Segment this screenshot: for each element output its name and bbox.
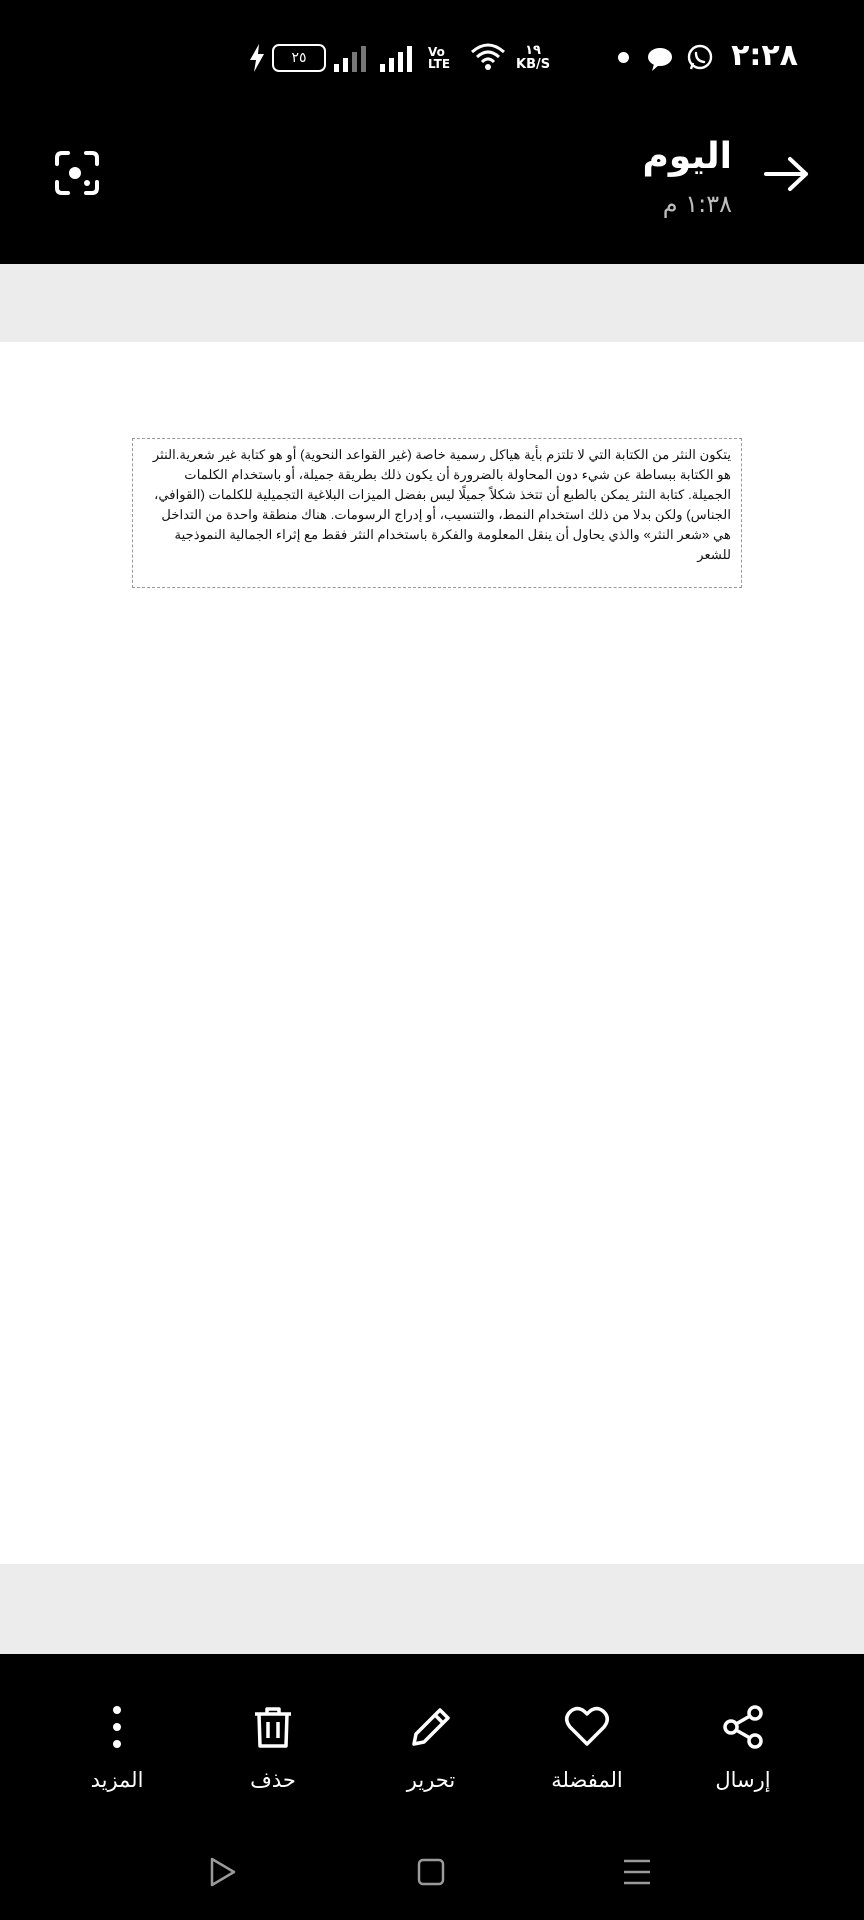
navigation-bar — [0, 1826, 864, 1920]
image-viewer[interactable] — [0, 342, 864, 1564]
net-speed-value: ١٩ — [525, 43, 541, 58]
signal-icon — [334, 46, 370, 72]
viewer-margin-top — [0, 264, 864, 342]
favorite-button[interactable] — [522, 1704, 652, 1804]
delete-button[interactable] — [208, 1704, 338, 1804]
share-label: إرسال — [715, 1768, 771, 1792]
viewer-header — [0, 110, 864, 264]
arrow-right-icon[interactable] — [764, 154, 810, 194]
charging-icon — [246, 44, 268, 72]
volte-bottom: LTE — [428, 57, 451, 71]
net-speed-unit: KB/S — [516, 57, 551, 72]
trash-icon — [250, 1704, 296, 1750]
heart-icon — [564, 1704, 610, 1750]
bottom-toolbar — [0, 1654, 864, 1826]
status-time: ٢:٢٨ — [731, 38, 798, 73]
share-icon — [720, 1704, 766, 1750]
dot-icon — [618, 52, 629, 63]
edit-button[interactable] — [366, 1704, 496, 1804]
favorite-label: المفضلة — [551, 1768, 623, 1792]
home-icon[interactable] — [416, 1856, 446, 1888]
status-bar — [0, 0, 864, 110]
battery-icon — [272, 44, 326, 72]
volte-top: Vo — [428, 45, 445, 59]
more-vertical-icon — [94, 1704, 140, 1750]
pencil-icon — [408, 1704, 454, 1750]
delete-label: حذف — [250, 1768, 296, 1792]
more-button[interactable] — [52, 1704, 182, 1804]
whatsapp-icon — [686, 44, 714, 72]
recents-icon[interactable] — [622, 1856, 652, 1888]
signal-icon — [380, 46, 416, 72]
more-label: المزيد — [90, 1768, 144, 1792]
viewer-margin-bottom — [0, 1564, 864, 1654]
volte-icon — [428, 46, 450, 70]
net-speed — [516, 44, 550, 72]
share-button[interactable] — [678, 1704, 808, 1804]
document-text: يتكون النثر من الكتابة التي لا تلتزم بأية هياكل رسمية خاصة (غير القواعد النحوية) أو هو كتابة غير شعرية.النثر هو الكتابة ببساطة عن شيء دون المحاولة بالضرورة أن يكون ذلك بطريقة جميلة، أو باستخدام الكلمات الجميلة. كتابة النثر يمكن بالطبع أن تتخذ شكلاً جميلًا ليس بفضل الميزات البلاغية التجميلية للكلمات (القوافي، الجناس) ولكن بدلا من ذلك استخدام النمط، والتنسيب، أو إدراج الرسومات. هناك منطقة واحدة من التداخل هي «شعر النثر» والذي يحاول أن ينقل المعلومة والفكرة باستخدام النثر فقط مع إثراء الجمالية النموذجية للشعر — [132, 438, 742, 588]
wifi-icon — [470, 42, 506, 72]
back-icon[interactable] — [208, 1856, 238, 1888]
page-subtitle: ١:٣٨ م — [662, 190, 732, 218]
page-title: اليوم — [642, 136, 732, 177]
messages-icon — [646, 46, 674, 72]
edit-label: تحرير — [406, 1768, 456, 1792]
battery-level: ٢٥ — [291, 50, 307, 66]
scan-icon[interactable] — [54, 150, 100, 196]
